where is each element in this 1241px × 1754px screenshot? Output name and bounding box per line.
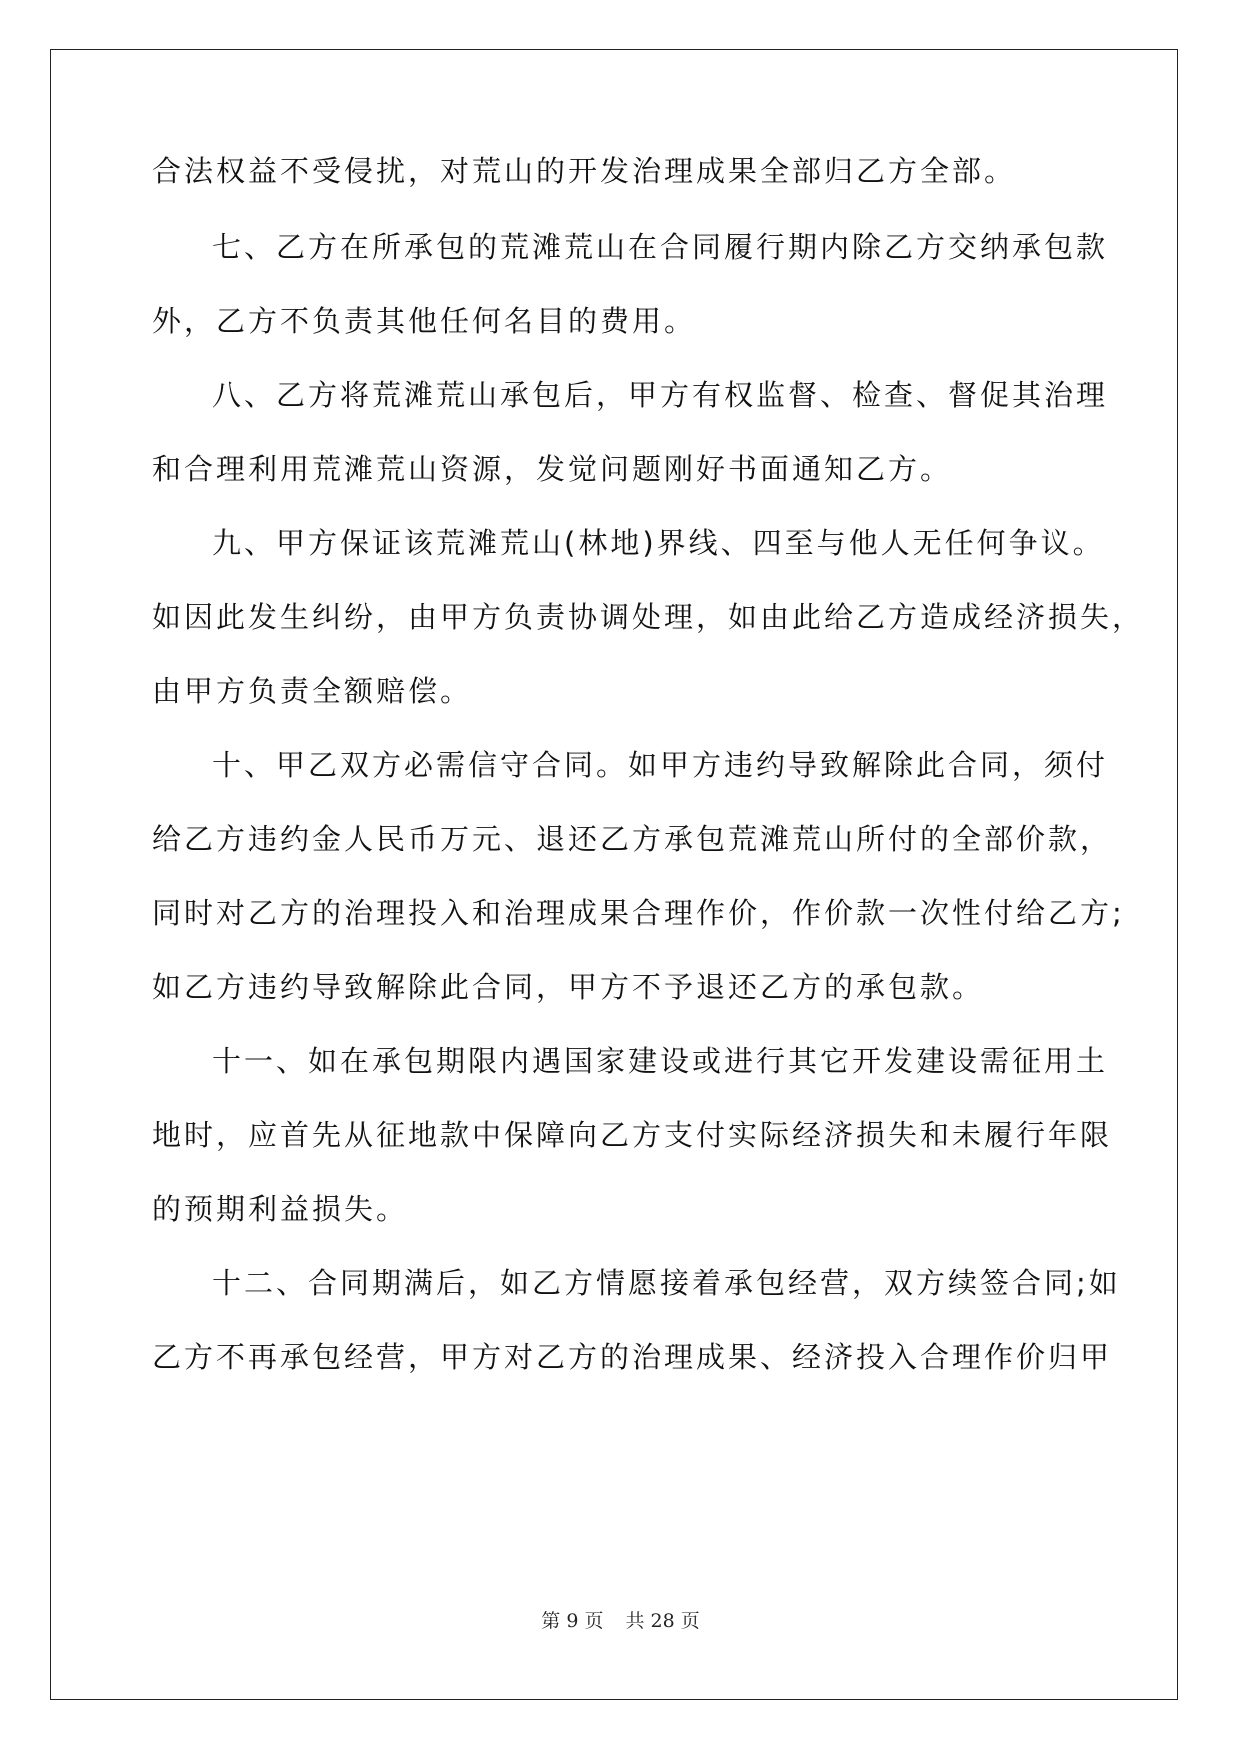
text-line: 如乙方违约导致解除此合同，甲方不予退还乙方的承包款。: [152, 970, 985, 1004]
text-line: 同时对乙方的治理投入和治理成果合理作价，作价款一次性付给乙方;: [152, 896, 1125, 930]
page-total: 共 28 页: [625, 1610, 700, 1632]
text-line: 给乙方违约金人民币万元、退还乙方承包荒滩荒山所付的全部价款，: [152, 822, 1113, 856]
page-border: [50, 49, 1178, 1700]
text-line: 乙方不再承包经营，甲方对乙方的治理成果、经济投入合理作价归甲: [152, 1340, 1113, 1374]
page-footer: [0, 1609, 1241, 1633]
text-line: 九、甲方保证该荒滩荒山(林地)界线、四至与他人无任何争议。: [212, 526, 1105, 560]
text-line: 地时，应首先从征地款中保障向乙方支付实际经济损失和未履行年限: [152, 1118, 1113, 1152]
text-line: 十二、合同期满后，如乙方情愿接着承包经营，双方续签合同;如: [212, 1266, 1121, 1300]
text-line: 合法权益不受侵扰，对荒山的开发治理成果全部归乙方全部。: [152, 154, 1017, 188]
text-line: 十、甲乙双方必需信守合同。如甲方违约导致解除此合同，须付: [212, 748, 1109, 782]
text-line: 七、乙方在所承包的荒滩荒山在合同履行期内除乙方交纳承包款: [212, 230, 1109, 264]
text-line: 的预期利益损失。: [152, 1192, 409, 1226]
text-line: 十一、如在承包期限内遇国家建设或进行其它开发建设需征用土: [212, 1044, 1109, 1078]
page-number: 第 9 页: [541, 1610, 604, 1632]
text-line: 八、乙方将荒滩荒山承包后，甲方有权监督、检查、督促其治理: [212, 378, 1109, 412]
text-line: 外，乙方不负责其他任何名目的费用。: [152, 304, 697, 338]
text-line: 由甲方负责全额赔偿。: [152, 674, 473, 708]
text-line: 和合理利用荒滩荒山资源，发觉问题刚好书面通知乙方。: [152, 452, 953, 486]
text-line: 如因此发生纠纷，由甲方负责协调处理，如由此给乙方造成经济损失，: [152, 600, 1145, 634]
